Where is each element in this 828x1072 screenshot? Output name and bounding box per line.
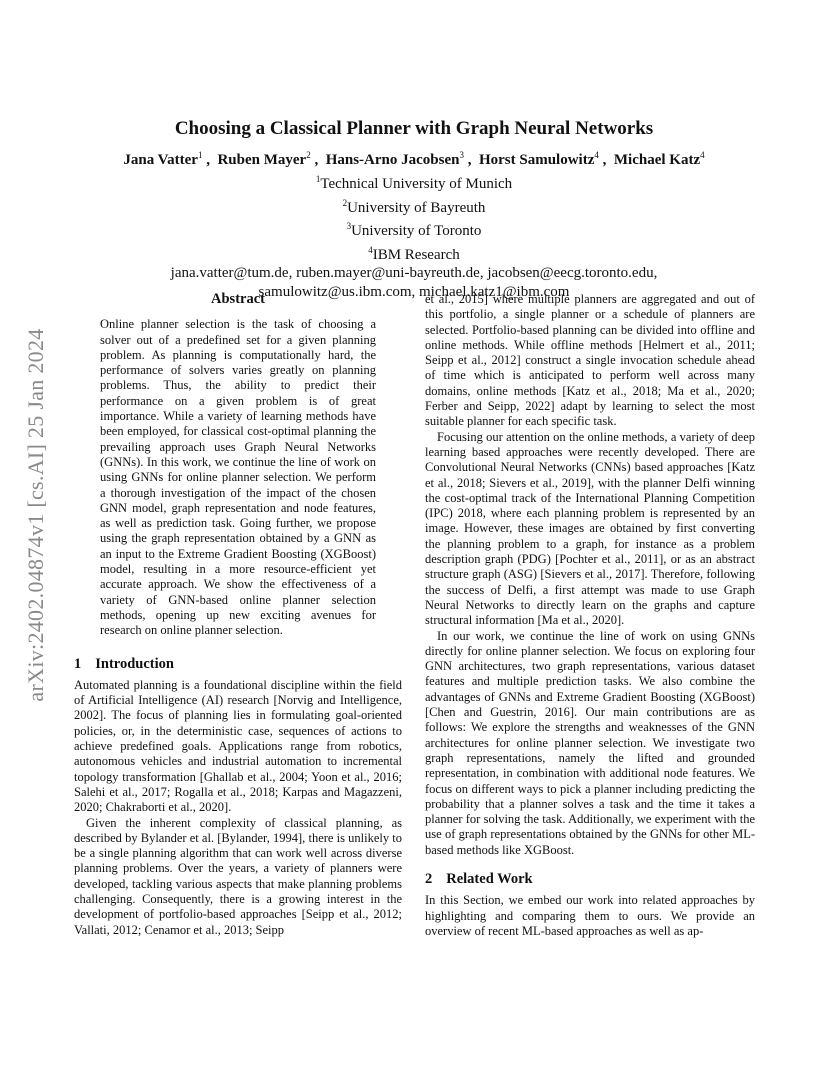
paragraph: In this Section, we embed our work into related approaches by highlighting and comparing them to ours. We provide an overview of recent ML-based approaches as well as ap- [425,893,755,938]
author-list: Jana Vatter$^1$ , Ruben Mayer$^2$ , Hans-Arno Jacobsen$^3$ , Horst Samulowitz$^4$ , Michael Katz$^4$ [123,150,705,168]
section-heading-related-work [425,872,755,887]
section-number: 1 [74,655,82,672]
right-column [425,292,755,939]
author: Horst Samulowitz$^4$ [478,150,599,168]
arxiv-id-text: arXiv:2402.04874v1 [cs.AI] 25 Jan 2024 [23,328,48,702]
paragraph: Given the inherent complexity of classical planning, as described by Bylander et al. [Bylander, 1994], there is unlikely to be a single planning algorithm that can work well across diverse planning problems. Over the years, a variety of planners were developed, tackling various aspects that make planning problems challenging. Consequently, there is a growing interest in the development of portfolio-based approaches [Seipp et al., 2012; Vallati, 2012; Cenamor et al., 2013; Seipp [74,815,402,937]
paragraph: In our work, we continue the line of work on using GNNs directly for online planner selection. We focus on exploring four GNN architectures, two graph representations, various dataset features and multiple prediction tasks. We also combine the advantages of GNNs and Extreme Gradient Boosting (XGBoost) [Chen and Guestrin, 2016]. Our main contributions are as follows: We explore the strengths and weaknesses of the GNN architectures for online planner selection. We investigate two graph representations, namely the lifted and grounded representation, in combination with additional node features. We focus on different ways to pick a planner including predicting the probability that a planner solves a task and the time it takes a planner for solving the task. Additionally, we experiment with the use of graph representations obtained by the GNNs for other ML-based methods like XGBoost. [425,628,755,857]
arxiv-identifier [14,300,58,730]
paragraph: et al., 2015] where multiple planners are aggregated and out of this portfolio, a single planner or a schedule of planners are selected. Portfolio-based planning can be divided into offline and online methods. While offline methods [Helmert et al., 2011; Seipp et al., 2012] construct a single invocation schedule ahead of time which is anticipated to perform well across many domains, online methods [Katz et al., 2018; Ma et al., 2020; Ferber and Seipp, 2022] adapt by learning to select the most suitable planner for each specific task. [425,292,755,429]
paper-title: Choosing a Classical Planner with Graph Neural Networks [174,118,654,139]
email-line: samulowitz@us.ibm.com, michael.katz1@ibm.com [258,283,570,300]
affiliation: $^4$IBM Research [368,244,460,263]
affiliation: $^2$University of Bayreuth [342,197,486,216]
section-title: Related Work [446,870,533,887]
paragraph: Focusing our attention on the online methods, a variety of deep learning based approaches were recently developed. There are Convolutional Neural Networks (CNNs) based approaches [Katz et al., 2018; Sievers et al., 2019], with the planner Delfi winning the cost-optimal track of the International Planning Competition (IPC) 2018, where each planning problem is represented by an image. However, these images are obtained by first converting the planning problem to a graph, for instance as a problem description graph (PDG) [Pochter et al., 2011], or as an abstract structure graph (ASG) [Sievers et al., 2017]. Therefore, following the success of Delfi, a first attempt was made to use Graph Neural Networks to directly learn on the graphs and capture structural information [Ma et al., 2020]. [425,429,755,628]
left-column [74,292,402,938]
paragraph: Automated planning is a foundational discipline within the field of Artificial Intelligence (AI) research [Norvig and Intelligence, 2002]. The focus of planning lies in formulating goal-oriented policies, or, in the deterministic case, sequences of actions to achieve predefined goals. Applications range from robotics, autonomous vehicles and industrial automation to incremental topology transformation [Ghallab et al., 2004; Yoon et al., 2016; Salehi et al., 2017; Rogalla et al., 2018; Karpas and Magazzeni, 2020; Chakraborti et al., 2020]. [74,677,402,815]
affiliation: $^3$University of Toronto [346,221,482,239]
affiliation: $^1$Technical University of Munich [315,174,513,192]
abstract-heading: Abstract [211,291,265,307]
section-title: Introduction [95,655,174,672]
section-number: 2 [425,870,433,887]
abstract-text: Online planner selection is the task of choosing a solver out of a predefined set for a given planning problem. As planning is computationally hard, the performance of solvers varies greatly on planning problems. Thus, the ability to predict their performance on a given problem is of great importance. While a variety of learning methods have been employed, for classical cost-optimal planning the prevailing approach uses Graph Neural Networks (GNNs). In this work, we continue the line of work on using GNNs for online planner selection. We perform a thorough investigation of the impact of the chosen GNN model, graph representation and node features, as well as prediction task. Going further, we propose using the graph representation obtained by a GNN as an input to the Extreme Gradient Boosting (XGBoost) model, resulting in a more resource-efficient yet accurate approach. We show the effectiveness of a variety of GNN-based online planner selection methods, opening up new exciting avenues for research on online planner selection. [100,317,376,638]
author: Jana Vatter$^1$ [123,150,203,168]
author: Michael Katz$^4$ [613,150,705,168]
affiliations [0,170,828,301]
author: Ruben Mayer$^2$ [217,150,311,168]
section-heading-introduction [74,657,402,672]
author: Hans-Arno Jacobsen$^3$ [325,150,464,168]
email-line: jana.vatter@tum.de, ruben.mayer@uni-bayreuth.de, jacobsen@eecg.toronto.edu, [170,265,658,281]
